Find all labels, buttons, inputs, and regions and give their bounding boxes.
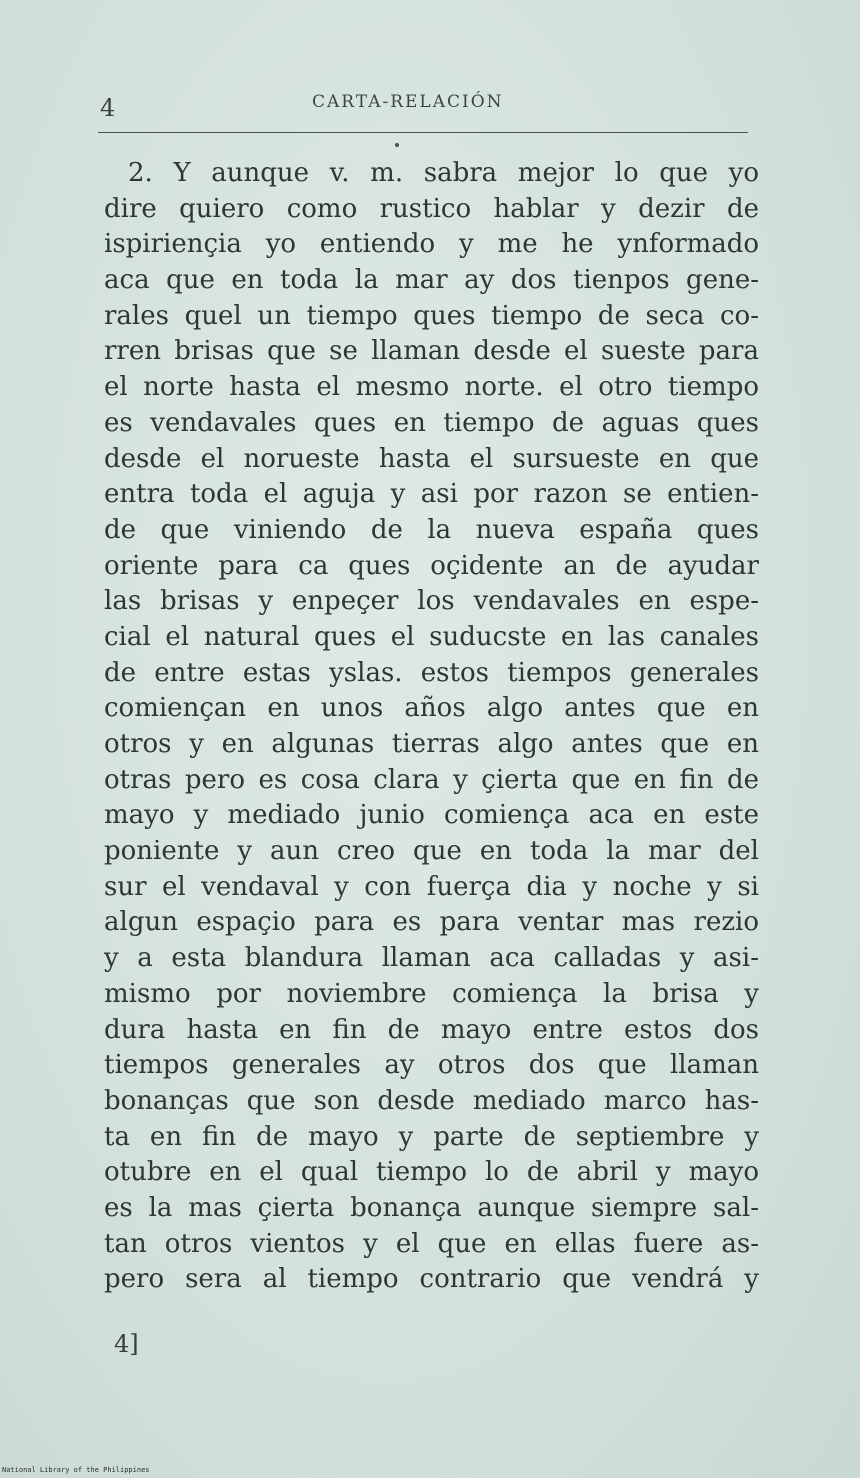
text-line: pero sera al tiempo contrario que vendrá y <box>104 1264 759 1295</box>
text-line: oriente para ca ques oçidente an de ayudar <box>104 550 759 581</box>
text-line: el norte hasta el mesmo norte. el otro tiempo <box>104 372 759 403</box>
text-line: poniente y aun creo que en toda la mar del <box>104 836 759 867</box>
text-line: las brisas y enpeçer los vendavales en espe- <box>104 586 759 617</box>
text-line: es vendavales ques en tiempo de aguas ques <box>104 407 759 438</box>
text-line: otubre en el qual tiempo lo de abril y mayo <box>104 1157 759 1188</box>
text-line: es la mas çierta bonança aunque siempre sal- <box>104 1192 759 1223</box>
text-line: desde el norueste hasta el sursueste en que <box>104 443 759 474</box>
text-line: tiempos generales ay otros dos que llaman <box>104 1050 759 1081</box>
text-line: aca que en toda la mar ay dos tienpos gene- <box>104 265 759 296</box>
running-title: CARTA-RELACIÓN <box>312 92 504 112</box>
text-line: mismo por noviembre comiença la brisa y <box>104 978 759 1009</box>
text-line: ispiriençia yo entiendo y me he ynformado <box>104 229 759 260</box>
text-line: entra toda el aguja y asi por razon se entien- <box>104 479 759 510</box>
signature-mark: 4] <box>114 1330 139 1358</box>
text-line: y a esta blandura llaman aca calladas y asi- <box>104 943 759 974</box>
text-line: de que viniendo de la nueva españa ques <box>104 514 759 545</box>
text-line: dire quiero como rustico hablar y dezir de <box>104 193 759 224</box>
page-header <box>100 88 748 128</box>
text-line: comiençan en unos años algo antes que en <box>104 693 759 724</box>
header-rule <box>98 132 748 133</box>
text-line: tan otros vientos y el que en ellas fuere as- <box>104 1228 759 1259</box>
text-line: dura hasta en fin de mayo entre estos dos <box>104 1014 759 1045</box>
text-line: cial el natural ques el suducste en las canales <box>104 621 759 652</box>
body-paragraph <box>104 156 759 1298</box>
text-line: 2. Y aunque v. m. sabra mejor lo que yo <box>128 158 759 188</box>
text-line: ta en fin de mayo y parte de septiembre y <box>104 1121 759 1152</box>
text-line: de entre estas yslas. estos tiempos generales <box>104 657 759 688</box>
text-line: rales quel un tiempo ques tiempo de seca co- <box>104 300 759 331</box>
header-dot <box>395 143 399 147</box>
text-line: sur el vendaval y con fuerça dia y noche y si <box>104 871 759 902</box>
text-line: mayo y mediado junio comiença aca en este <box>104 800 759 831</box>
page-number: 4 <box>100 94 116 122</box>
text-line: otras pero es cosa clara y çierta que en fin de <box>104 764 759 795</box>
text-line: rren brisas que se llaman desde el sueste para <box>104 336 759 367</box>
text-line: algun espaçio para es para ventar mas rezio <box>104 907 759 938</box>
text-line: bonanças que son desde mediado marco has- <box>104 1085 759 1116</box>
text-line: otros y en algunas tierras algo antes que en <box>104 729 759 759</box>
footer-credit: National Library of the Philippines <box>2 1466 150 1474</box>
